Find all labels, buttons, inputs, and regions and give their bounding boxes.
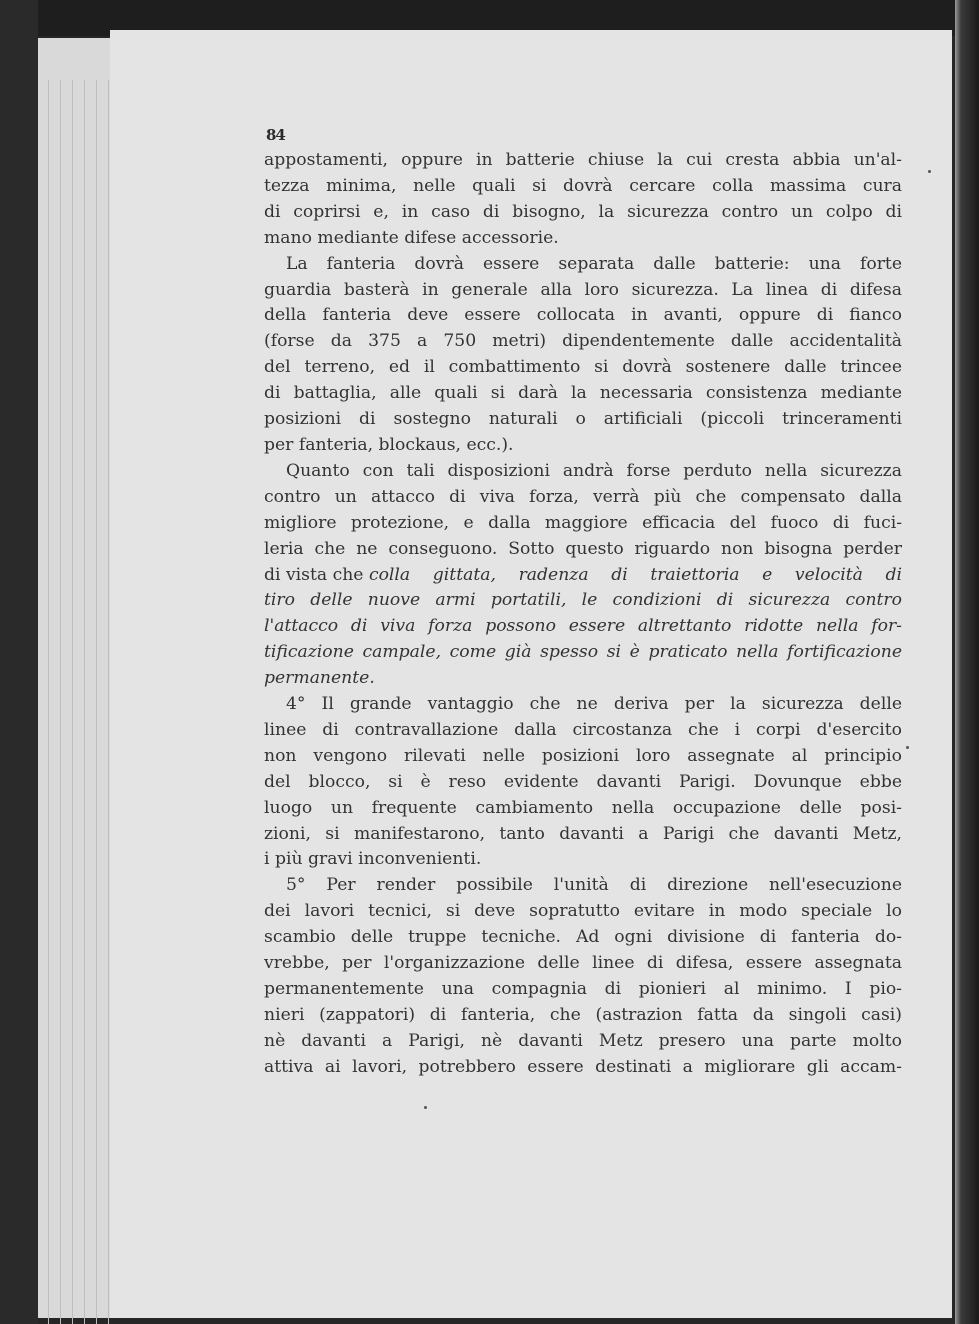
text-line: contro un attacco di viva forza, verrà più che compensato dalla [264,486,902,507]
text-line: linee di contravallazione dalla circostanza che i corpi d'esercito [264,719,902,740]
text-line: leria che ne conseguono. Sotto questo riguardo non bisogna perder [264,538,902,559]
text-line: (forse da 375 a 750 metri) dipendentemente dalle accidentalità [264,331,902,352]
page-edge-line [60,80,61,1324]
text-line: 4° Il grande vantaggio che ne deriva per la sicurezza delle [286,694,902,715]
page-edge-line [72,80,73,1324]
text-line: luogo un frequente cambiamento nella occupazione delle posi- [264,797,902,818]
text-line-plain-part: di vista che [264,564,369,585]
page-edge-line [108,80,109,1324]
text-line: non vengono rilevati nelle posizioni loro assegnate al principio [264,745,902,766]
text-line: per fanteria, blockaus, ecc.). [264,434,514,455]
text-line: posizioni di sostegno naturali o artificiali (piccoli trinceramenti [264,409,902,430]
text-line: dei lavori tecnici, si deve sopratutto evitare in modo speciale lo [264,901,902,922]
page-body-text [264,148,902,1081]
page-edge-line [96,80,97,1324]
page-edge-line [84,80,85,1324]
text-line [264,563,902,589]
text-line: l'attacco di viva forza possono essere altrettanto ridotte nella for- [264,616,902,637]
scan-speck [928,170,931,173]
text-line: tezza minima, nelle quali si dovrà cercare colla massima cura [264,175,902,196]
text-line: Quanto con tali disposizioni andrà forse perduto nella sicurezza [286,460,902,481]
text-line: tiro delle nuove armi portatili, le condizioni di sicurezza contro [264,590,902,611]
book-gutter-shadow [955,0,979,1324]
text-line: del blocco, si è reso evidente davanti Parigi. Dovunque ebbe [264,771,902,792]
text-line: tificazione campale, come già spesso si è praticato nella fortificazione [264,642,902,663]
text-line: del terreno, ed il combattimento si dovrà sostenere dalle trincee [264,357,902,378]
text-line: 5° Per render possibile l'unità di direzione nell'esecuzione [286,875,902,896]
page-number: 84 [266,126,285,144]
text-line: attiva ai lavori, potrebbero essere destinati a migliorare gli accam- [264,1056,902,1077]
text-line: nieri (zappatori) di fanteria, che (astrazion fatta da singoli casi) [264,1004,902,1025]
text-line: migliore protezione, e dalla maggiore efficacia del fuoco di fuci- [264,512,902,533]
page-edge-line [48,80,49,1324]
text-line: della fanteria deve essere collocata in avanti, oppure di fianco [264,305,902,326]
text-line: nè davanti a Parigi, nè davanti Metz presero una parte molto [264,1030,902,1051]
text-line: permanente. [264,668,375,689]
scan-left-border [0,0,38,1324]
text-line: di battaglia, alle quali si darà la necessaria consistenza mediante [264,383,902,404]
text-line: permanentemente una compagnia di pionieri al minimo. I pio- [264,979,902,999]
text-line: La fanteria dovrà essere separata dalle batterie: una forte [286,253,902,274]
text-line: i più gravi inconvenienti. [264,849,482,870]
text-line: scambio delle truppe tecniche. Ad ogni divisione di fanteria do- [264,927,902,948]
text-line: vrebbe, per l'organizzazione delle linee di difesa, essere assegnata [264,953,902,974]
text-line: guardia basterà in generale alla loro sicurezza. La linea di difesa [264,279,902,300]
text-line: appostamenti, oppure in batterie chiuse la cui cresta abbia un'al- [264,150,902,170]
scan-speck [906,746,909,749]
text-line-italic-part: colla gittata, radenza di traiettoria e velocità di [368,564,902,585]
text-line: di coprirsi e, in caso di bisogno, la sicurezza contro un colpo di [264,201,902,222]
text-line: mano mediante difese accessorie. [264,227,559,248]
text-line: zioni, si manifestarono, tanto davanti a Parigi che davanti Metz, [264,823,902,844]
scan-speck [424,1106,427,1109]
